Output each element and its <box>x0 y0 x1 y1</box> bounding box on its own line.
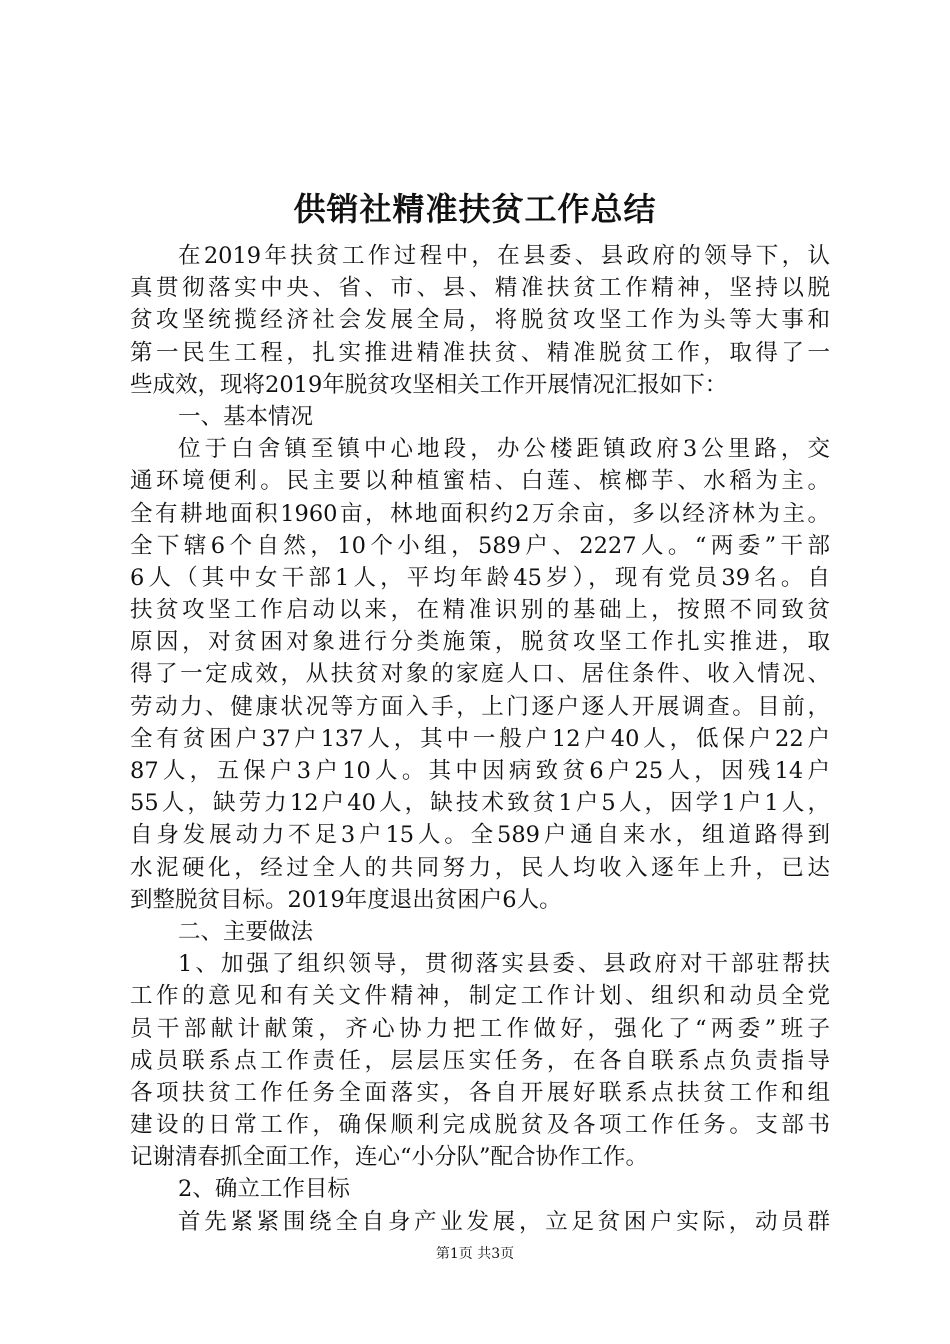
paragraph-line: 全有耕地面积1960亩，林地面积约2万余亩，多以经济林为主。 <box>130 500 830 527</box>
paragraph-line: 55人，缺劳力12户40人，缺技术致贫1户5人，因学1户1人， <box>130 790 830 817</box>
paragraph-line: 全有贫困户37户137人，其中一般户12户40人，低保户22户 <box>130 725 830 752</box>
document-title: 供销社精准扶贫工作总结 <box>293 190 657 228</box>
paragraph-line: 全下辖6个自然，10个小组，589户、2227人。“两委”干部 <box>130 532 830 559</box>
paragraph-line: 通环境便利。民主要以种植蜜桔、白莲、槟榔芋、水稻为主。 <box>130 468 830 495</box>
paragraph-line: 第一民生工程，扎实推进精准扶贫、精准脱贫工作，取得了一 <box>130 339 830 366</box>
section-heading: 一、基本情况 <box>178 403 314 430</box>
section-heading: 二、主要做法 <box>178 918 314 945</box>
paragraph-line: 首先紧紧围绕全自身产业发展，立足贫困户实际，动员群 <box>178 1208 830 1235</box>
paragraph-line: 记谢清春抓全面工作，连心“小分队”配合协作工作。 <box>130 1144 649 1171</box>
paragraph-line: 建设的日常工作，确保顺利完成脱贫及各项工作任务。支部书 <box>130 1112 830 1139</box>
paragraph-line: 水泥硬化，经过全人的共同努力，民人均收入逐年上升，已达 <box>130 854 830 881</box>
page-footer: 第1页 共3页 <box>435 1246 515 1262</box>
paragraph-line: 自身发展动力不足3户15人。全589户通自来水，组道路得到 <box>130 822 830 849</box>
paragraph-line: 成员联系点工作责任，层层压实任务，在各自联系点负责指导 <box>130 1047 830 1074</box>
paragraph-line: 到整脱贫目标。2019年度退出贫困户6人。 <box>130 886 562 913</box>
paragraph-line: 6人（其中女干部1人，平均年龄45岁），现有党员39名。自 <box>130 564 830 591</box>
paragraph-line: 各项扶贫工作任务全面落实，各自开展好联系点扶贫工作和组 <box>130 1079 830 1106</box>
subsection-heading: 2、确立工作目标 <box>178 1176 350 1203</box>
paragraph-line: 工作的意见和有关文件精神，制定工作计划、组织和动员全党 <box>130 983 830 1010</box>
paragraph-line: 87人，五保户3户10人。其中因病致贫6户25人，因残14户 <box>130 758 830 784</box>
paragraph-line: 原因，对贫困对象进行分类施策，脱贫攻坚工作扎实推进，取 <box>130 629 830 656</box>
paragraph-line: 在2019年扶贫工作过程中，在县委、县政府的领导下，认 <box>178 243 830 269</box>
paragraph-line: 些成效，现将2019年脱贫攻坚相关工作开展情况汇报如下： <box>130 371 728 398</box>
paragraph-line: 位于白舍镇至镇中心地段，办公楼距镇政府3公里路，交 <box>178 436 830 463</box>
document-body <box>130 240 830 1238</box>
paragraph-line: 劳动力、健康状况等方面入手，上门逐户逐人开展调查。目前， <box>130 693 830 720</box>
paragraph-line: 贫攻坚统揽经济社会发展全局，将脱贫攻坚工作为头等大事和 <box>130 307 830 334</box>
paragraph-line: 扶贫攻坚工作启动以来，在精准识别的基础上，按照不同致贫 <box>130 597 830 624</box>
paragraph-line: 真贯彻落实中央、省、市、县、精准扶贫工作精神，坚持以脱 <box>130 275 830 302</box>
paragraph-line: 1、加强了组织领导，贯彻落实县委、县政府对干部驻帮扶 <box>178 951 830 978</box>
paragraph-line: 得了一定成效，从扶贫对象的家庭人口、居住条件、收入情况、 <box>130 661 830 688</box>
paragraph-line: 员干部献计献策，齐心协力把工作做好，强化了“两委”班子 <box>130 1015 830 1042</box>
